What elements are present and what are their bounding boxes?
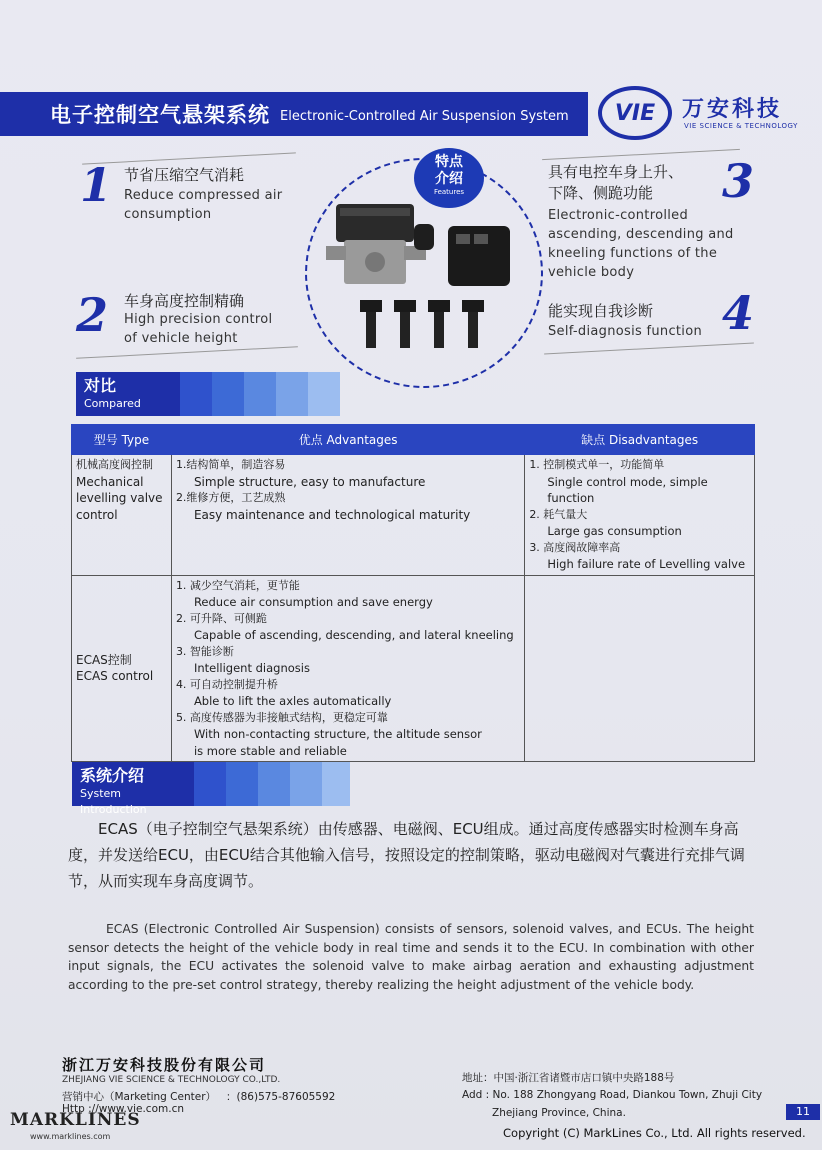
features-badge-zh: 特点介绍 [435, 154, 463, 187]
column-header: 优点 Advantages [171, 425, 524, 455]
copyright-notice: Copyright (C) MarkLines Co., Ltd. All rights reserved. [503, 1126, 806, 1140]
feature-title: 车身高度控制精确 [124, 292, 245, 310]
table-row [72, 575, 755, 762]
title-bar [0, 92, 588, 136]
feature-number: 2 [76, 288, 109, 342]
compared-title-en: Compared [84, 397, 141, 410]
marklines-logo: MARKLINES [10, 1110, 141, 1130]
page-title-en: Electronic-Controlled Air Suspension System [280, 108, 569, 124]
company-name: 浙江万安科技股份有限公司 [62, 1056, 267, 1074]
type-cell: ECAS控制 ECAS control [72, 575, 172, 762]
address-en: Add : No. 188 Zhongyang Road, Diankou Town, Zhuji City [462, 1089, 763, 1101]
system-intro-en: ECAS (Electronic Controlled Air Suspension) consists of sensors, solenoid valves, and ECUs. The height sensor detects the height of the vehicle body in real time and sends it to the ECU. In combination with other input signals, the ECU activates the solenoid valve to make airbag aeration and exhausting adjustment according to the pre-set control strategy, thereby realizing the height adjustment of the vehicle body. [68, 922, 754, 992]
feature-number: 1 [80, 158, 113, 212]
divider [76, 346, 298, 359]
address-en-2: Zhejiang Province, China. [492, 1107, 626, 1119]
system-intro-zh: ECAS（电子控制空气悬架系统）由传感器、电磁阀、ECU组成。通过高度传感器实时检测车身高度，并发送给ECU，由ECU结合其他输入信号，按照设定的控制策略，驱动电磁阀对气囊进行充排气调节，从而实现车身高度调节。 [68, 820, 745, 890]
disadvantages-cell [525, 575, 755, 762]
height-sensor-icon [394, 300, 416, 350]
page-number: 11 [786, 1104, 820, 1120]
column-header: 型号 Type [72, 425, 172, 455]
logo-name: 万安科技 [682, 97, 783, 122]
feature-title: 能实现自我诊断 [548, 302, 654, 320]
comparison-table [71, 424, 755, 762]
marklines-url: www.marklines.com [30, 1132, 111, 1141]
height-sensor-icon [360, 300, 382, 350]
company-logo [598, 86, 808, 142]
type-cell: 机械高度阀控制 Mechanical levelling valve control [72, 455, 172, 576]
feature-number: 4 [722, 286, 755, 340]
vie-logo-icon: VIE [598, 86, 672, 140]
feature-title: 具有电控车身上升、 下降、侧跪功能 [548, 163, 684, 202]
compared-title: 对比 [84, 376, 117, 395]
website-link[interactable]: Http ://www.vie.com.cn [62, 1103, 185, 1115]
feature-number: 3 [722, 154, 755, 208]
page-title: 电子控制空气悬架系统 [50, 103, 270, 127]
disadvantages-cell: 1. 控制模式单一，功能简单 Single control mode, simple function 2. 耗气量大 Large gas consumption 3. 高度阀故障率高 High failure rate of Levelling valve [525, 455, 755, 576]
divider [542, 149, 740, 160]
advantages-cell: 1.结构简单，制造容易 Simple structure, easy to manufacture 2.维修方便，工艺成熟 Easy maintenance and technological maturity [171, 455, 524, 576]
feature-desc: Self-diagnosis function [548, 324, 702, 339]
table-header-row [72, 425, 755, 455]
ecu-icon [448, 226, 510, 286]
feature-desc: Electronic-controlled ascending, descending and kneeling functions of the vehicle body [548, 208, 734, 280]
height-sensor-icon [428, 300, 450, 350]
feature-desc: Reduce compressed air consumption [124, 188, 283, 222]
feature-title: 节省压缩空气消耗 [124, 166, 245, 184]
column-header: 缺点 Disadvantages [525, 425, 755, 455]
marketing-phone: 营销中心（Marketing Center） ：(86)575-87605592 [62, 1091, 336, 1103]
features-badge-en: Features [433, 188, 465, 196]
compared-section-header [76, 372, 340, 416]
advantages-cell: 1. 减少空气消耗，更节能 Reduce air consumption and save energy 2. 可升降、可侧跪 Capable of ascending, descending, and lateral kneeling 3. 智能诊断 Intelligent diagnosis 4. 可自动控制提升桥 Able to lift the axles automatically 5. 高度传感器为非接触式结构，更稳定可靠 With non-contacting structure, the altitude sensor is more stable and reliable [171, 575, 524, 762]
system-title-en: System Introduction [80, 787, 147, 816]
logo-name-en: VIE SCIENCE & TECHNOLOGY [684, 122, 798, 130]
company-name-en: ZHEJIANG VIE SCIENCE & TECHNOLOGY CO.,LTD. [62, 1075, 281, 1085]
divider [544, 343, 754, 355]
solenoid-valve-icon [326, 196, 436, 296]
system-section-header [72, 762, 350, 816]
address-zh: 地址：中国·浙江省诸暨市店口镇中央路188号 [462, 1072, 675, 1084]
height-sensor-icon [462, 300, 484, 350]
divider [82, 152, 296, 164]
table-row [72, 455, 755, 576]
feature-desc: High precision control of vehicle height [124, 312, 273, 346]
system-title: 系统介绍 [80, 766, 145, 785]
